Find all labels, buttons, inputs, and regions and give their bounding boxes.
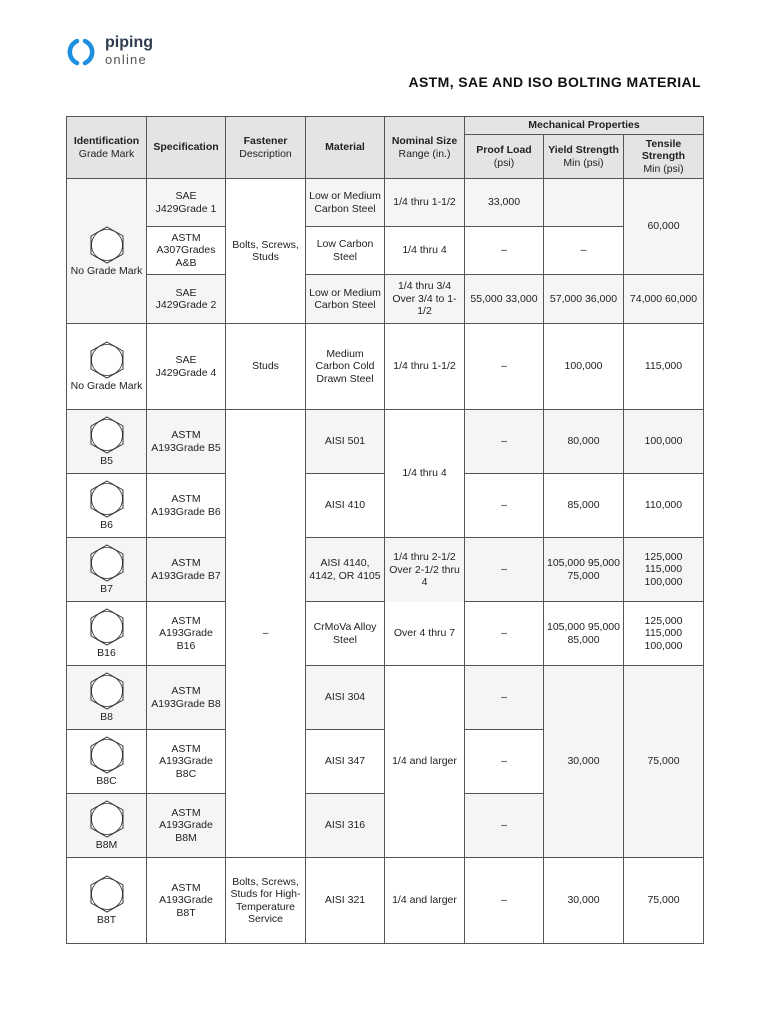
bolting-material-table [66,116,704,944]
spec-cell: SAE J429Grade 4 [147,324,226,410]
hex-bolt-head-icon [87,607,127,647]
proof-cell: – [465,410,544,474]
header-tensile-strength: Tensile Strength Min (psi) [624,135,704,179]
fastener-cell: Studs [226,324,306,410]
grade-mark-cell [67,410,147,474]
grade-mark-cell [67,538,147,602]
proof-cell: – [465,602,544,666]
grade-mark-cell [67,666,147,730]
header-nominal-size: Nominal Size Range (in.) [385,117,465,179]
spec-cell: ASTM A193Grade B5 [147,410,226,474]
material-cell: AISI 501 [306,410,385,474]
spec-cell: ASTM A193Grade B7 [147,538,226,602]
proof-cell: – [465,730,544,794]
table-row [67,227,704,275]
table-row [67,324,704,410]
hex-bolt-head-icon [87,735,127,775]
header-fastener: Fastener Description [226,117,306,179]
document-title: ASTM, SAE AND ISO BOLTING MATERIAL [408,74,701,90]
hex-bolt-head-icon [87,340,127,380]
yield-cell: 30,000 [544,858,624,944]
yield-cell: – [544,227,624,275]
proof-cell: – [465,858,544,944]
size-cell: 1/4 and larger [385,666,465,858]
yield-cell: 100,000 [544,324,624,410]
piping-online-logo-icon [66,37,96,67]
proof-cell: – [465,227,544,275]
material-cell: Low or Medium Carbon Steel [306,179,385,227]
material-cell: CrMoVa Alloy Steel [306,602,385,666]
tensile-cell: 125,000 115,000 100,000 [624,538,704,602]
grade-mark-label: B7 [100,583,113,596]
yield-cell: 80,000 [544,410,624,474]
grade-mark-cell [67,602,147,666]
hex-bolt-head-icon [87,799,127,839]
size-cell: 1/4 thru 3/4 Over 3/4 to 1-1/2 [385,275,465,324]
hex-bolt-head-icon [87,671,127,711]
table-row [67,602,704,666]
yield-cell: 30,000 [544,666,624,858]
grade-mark-label: B8 [100,711,113,724]
grade-mark-label: B8T [96,914,117,927]
spec-cell: ASTM A193Grade B16 [147,602,226,666]
table-row [67,275,704,324]
header-grade-mark: Identification Grade Mark [67,117,147,179]
material-cell: AISI 316 [306,794,385,858]
table-header-row [67,117,704,135]
grade-mark-label: B6 [100,519,113,532]
proof-cell: – [465,538,544,602]
size-cell: 1/4 and larger [385,858,465,944]
tensile-cell: 125,000 115,000 100,000 [624,602,704,666]
material-cell: Low Carbon Steel [306,227,385,275]
tensile-cell: 115,000 [624,324,704,410]
yield-cell: 85,000 [544,474,624,538]
grade-mark-cell [67,474,147,538]
tensile-cell: 110,000 [624,474,704,538]
table-row [67,858,704,944]
grade-mark-label: B16 [97,647,116,660]
material-cell: AISI 410 [306,474,385,538]
yield-cell: 105,000 95,000 75,000 [544,538,624,602]
brand-line1: piping [105,34,153,51]
spec-cell: ASTM A193Grade B8M [147,794,226,858]
table-row [67,179,704,227]
grade-mark-cell [67,324,147,410]
fastener-cell: – [226,410,306,858]
tensile-cell: 100,000 [624,410,704,474]
spec-cell: SAE J429Grade 2 [147,275,226,324]
spec-cell: ASTM A307Grades A&B [147,227,226,275]
size-cell: 1/4 thru 4 [385,227,465,275]
grade-mark-cell [67,179,147,324]
grade-mark-label: B8M [95,839,118,852]
brand-line2: online [105,52,147,67]
yield-cell [544,179,624,227]
hex-bolt-head-icon [87,225,127,265]
material-cell: AISI 321 [306,858,385,944]
proof-cell: – [465,324,544,410]
grade-mark-cell [67,858,147,944]
proof-cell: – [465,794,544,858]
grade-mark-label: No Grade Mark [70,264,143,277]
material-cell: Low or Medium Carbon Steel [306,275,385,324]
grade-mark-label: B8C [96,775,117,788]
table-row [67,538,704,602]
tensile-cell: 75,000 [624,858,704,944]
header-specification: Specification [147,117,226,179]
header-material: Material [306,117,385,179]
tensile-cell: 60,000 [624,179,704,275]
table-row [67,666,704,730]
header-yield-strength: Yield Strength Min (psi) [544,135,624,179]
material-cell: AISI 4140, 4142, OR 4105 [306,538,385,602]
grade-mark-cell [67,794,147,858]
brand-wordmark [105,34,153,68]
tensile-cell: 75,000 [624,666,704,858]
proof-cell: 55,000 33,000 [465,275,544,324]
header-mechanical-properties: Mechanical Properties [465,117,704,135]
material-cell: AISI 347 [306,730,385,794]
hex-bolt-head-icon [87,479,127,519]
grade-mark-label: No Grade Mark [70,380,143,393]
material-cell: Medium Carbon Cold Drawn Steel [306,324,385,410]
yield-cell: 105,000 95,000 85,000 [544,602,624,666]
material-cell: AISI 304 [306,666,385,730]
hex-bolt-head-icon [87,874,127,914]
hex-bolt-head-icon [87,543,127,583]
size-cell: 1/4 thru 1-1/2 [385,324,465,410]
yield-cell: 57,000 36,000 [544,275,624,324]
proof-cell: – [465,666,544,730]
hex-bolt-head-icon [87,415,127,455]
grade-mark-cell [67,730,147,794]
spec-cell: ASTM A193Grade B8 [147,666,226,730]
header-proof-load: Proof Load (psi) [465,135,544,179]
fastener-cell: Bolts, Screws, Studs for High-Temperature Service [226,858,306,944]
table-row [67,410,704,474]
spec-cell: ASTM A193Grade B8T [147,858,226,944]
tensile-cell: 74,000 60,000 [624,275,704,324]
proof-cell: – [465,474,544,538]
grade-mark-label: B5 [100,455,113,468]
spec-cell: SAE J429Grade 1 [147,179,226,227]
size-cell: Over 4 thru 7 [385,602,465,666]
proof-cell: 33,000 [465,179,544,227]
spec-cell: ASTM A193Grade B6 [147,474,226,538]
size-cell: 1/4 thru 1-1/2 [385,179,465,227]
size-cell: 1/4 thru 2-1/2 Over 2-1/2 thru 4 [385,538,465,602]
size-cell: 1/4 thru 4 [385,410,465,538]
fastener-cell: Bolts, Screws, Studs [226,179,306,324]
spec-cell: ASTM A193Grade B8C [147,730,226,794]
